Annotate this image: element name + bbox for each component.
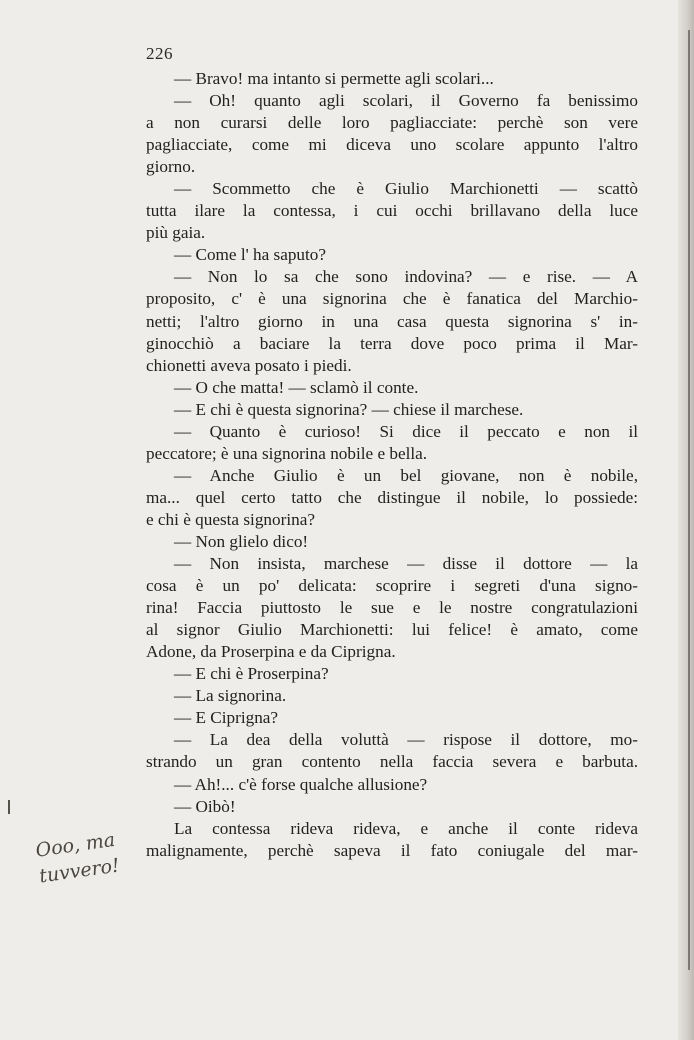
text-line: La contessa rideva rideva, e anche il conte rideva [174, 818, 638, 838]
text-line: — Come l' ha saputo? [174, 245, 327, 265]
margin-note-line: Ooo, ma [34, 828, 117, 862]
text-line: — Quanto è curioso! Si dice il peccato e non il [174, 421, 638, 441]
text-line: pagliacciate, come mi diceva uno scolare appunto l'altro [146, 135, 638, 155]
text-line: e chi è questa signorina? [146, 509, 315, 529]
text-line: — E Ciprigna? [174, 708, 279, 728]
margin-note-line: tuvvero! [37, 854, 121, 888]
text-line: — La dea della voluttà — rispose il dottore, mo- [174, 730, 638, 750]
text-line: — E chi è questa signorina? — chiese il marchese. [174, 399, 524, 419]
text-line: cosa è un po' delicata: scoprire i segreti d'una signo- [146, 576, 638, 596]
text-line: più gaia. [146, 223, 206, 243]
text-line: — Anche Giulio è un bel giovane, non è nobile, [174, 465, 638, 485]
text-line: tutta ilare la contessa, i cui occhi brillavano della luce [146, 201, 638, 221]
text-line: al signor Giulio Marchionetti: lui felice! è amato, come [146, 620, 638, 640]
text-line: ma... quel certo tatto che distingue il nobile, lo possiede: [146, 487, 638, 507]
gutter-shadow-line [688, 30, 690, 970]
text-line: — La signorina. [174, 686, 287, 706]
handwritten-margin-note [34, 823, 150, 890]
text-line: — Bravo! ma intanto si permette agli scolari... [174, 69, 494, 88]
text-line: a non curarsi delle loro pagliacciate: perchè son vere [146, 113, 638, 133]
text-line: netti; l'altro giorno in una casa questa signorina s' in- [146, 311, 638, 331]
text-line: — Oibò! [174, 796, 236, 816]
text-line: — Ah!... c'è forse qualche allusione? [174, 774, 428, 794]
text-line: peccatore; è una signorina nobile e bella. [146, 443, 428, 463]
text-line: strando un gran contento nella faccia severa e barbuta. [146, 752, 638, 772]
text-line: — O che matta! — sclamò il conte. [174, 377, 419, 397]
text-line: — Non insista, marchese — disse il dottore — la [174, 554, 638, 574]
text-line: — Non lo sa che sono indovina? — e rise. — A [174, 267, 638, 287]
text-line: — Oh! quanto agli scolari, il Governo fa benissimo [174, 91, 638, 111]
text-line: chionetti aveva posato i piedi. [146, 355, 352, 375]
body-text [146, 68, 638, 862]
text-line: — Non glielo dico! [174, 531, 309, 551]
text-line: malignamente, perchè sapeva il fato coniugale del mar- [146, 840, 638, 860]
text-line: rina! Faccia piuttosto le sue e le nostre congratulazioni [146, 598, 638, 618]
text-line: ginocchiò a baciare la terra dove poco prima il Mar- [146, 333, 638, 353]
text-line: — E chi è Proserpina? [174, 664, 329, 684]
text-line: Adone, da Proserpina e da Ciprigna. [146, 642, 396, 662]
text-line: — Scommetto che è Giulio Marchionetti — scattò [174, 179, 638, 199]
text-line: giorno. [146, 157, 196, 177]
text-line: proposito, c' è una signorina che è fanatica del Marchio- [146, 289, 638, 309]
margin-pencil-tick [8, 800, 10, 814]
page-gutter [678, 0, 694, 1040]
page-number: 226 [146, 44, 173, 63]
